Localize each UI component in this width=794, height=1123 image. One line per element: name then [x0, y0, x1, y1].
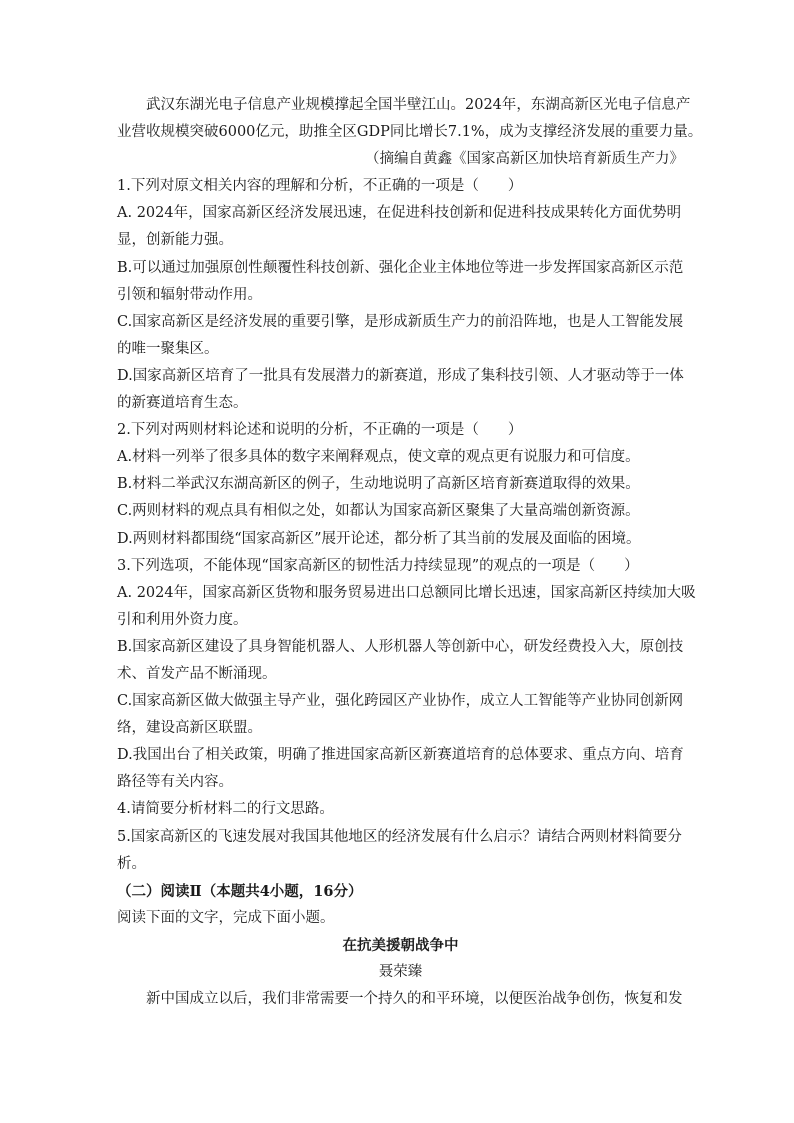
question-3-option-a-cont: 引和利用外资力度。 [117, 611, 248, 628]
question-3-option-d-cont: 路径等有关内容。 [117, 774, 233, 791]
question-5-stem-cont: 析。 [117, 855, 146, 872]
question-3-stem: 3.下列选项，不能体现“国家高新区的韧性活力持续显现”的观点的一项是（ ） [117, 557, 639, 574]
question-2-option-a: A.材料一列举了很多具体的数字来阐释观点，使文章的观点更有说服力和可信度。 [117, 449, 640, 466]
article-author: 聂荣臻 [378, 964, 423, 980]
question-3-option-d: D.我国出台了相关政策，明确了推进国家高新区新赛道培育的总体要求、重点方向、培育 [117, 747, 684, 764]
section-heading: （二）阅读Ⅱ（本题共4小题，16分） [117, 882, 363, 900]
question-1-option-a-cont: 显，创新能力强。 [117, 232, 233, 249]
question-2-stem: 2.下列对两则材料论述和说明的分析，不正确的一项是（ ） [117, 422, 523, 439]
question-2-option-d: D.两则材料都围绕“国家高新区”展开论述，都分析了其当前的发展及面临的困境。 [117, 530, 641, 547]
question-1-option-c-cont: 的唯一聚集区。 [117, 340, 219, 357]
question-1-stem: 1.下列对原文相关内容的理解和分析，不正确的一项是（ ） [117, 178, 523, 195]
question-1-option-d-cont: 的新赛道培育生态。 [117, 395, 248, 412]
source-citation: （摘编自黄鑫《国家高新区加快培育新质生产力》 [365, 151, 684, 168]
question-3-option-b: B.国家高新区建设了具身智能机器人、人形机器人等创新中心，研发经费投入大，原创技 [117, 638, 684, 655]
intro-line-2: 业营收规模突破6000亿元，助推全区GDP同比增长7.1%，成为支撑经济发展的重要力量。 [117, 124, 703, 141]
question-3-option-c: C.国家高新区做大做强主导产业，强化跨园区产业协作，成立人工智能等产业协同创新网 [117, 693, 684, 710]
question-3-option-a: A. 2024年，国家高新区货物和服务贸易进出口总额同比增长迅速，国家高新区持续加大吸 [117, 584, 696, 601]
article-title: 在抗美援朝战争中 [342, 936, 459, 954]
document-page [117, 92, 703, 1013]
question-2-option-b: B.材料二举武汉东湖高新区的例子，生动地说明了高新区培育新赛道取得的效果。 [117, 476, 640, 493]
question-1-option-b: B.可以通过加强原创性颠覆性科技创新、强化企业主体地位等进一步发挥国家高新区示范 [117, 259, 684, 276]
question-1-option-b-cont: 引领和辐射带动作用。 [117, 286, 262, 303]
question-2-option-c: C.两则材料的观点具有相似之处，如都认为国家高新区聚集了大量高端创新资源。 [117, 503, 640, 520]
question-3-option-b-cont: 术、首发产品不断涌现。 [117, 665, 277, 682]
intro-line-1: 武汉东湖光电子信息产业规模撑起全国半壁江山。2024年，东湖高新区光电子信息产 [146, 97, 691, 113]
section-instruction: 阅读下面的文字，完成下面小题。 [117, 909, 335, 926]
article-paragraph-1: 新中国成立以后，我们非常需要一个持久的和平环境，以便医治战争创伤，恢复和发 [146, 991, 683, 1008]
question-1-option-c: C.国家高新区是经济发展的重要引擎，是形成新质生产力的前沿阵地，也是人工智能发展 [117, 313, 684, 330]
question-1-option-d: D.国家高新区培育了一批具有发展潜力的新赛道，形成了集科技引领、人才驱动等于一体 [117, 367, 684, 384]
question-5-stem: 5.国家高新区的飞速发展对我国其他地区的经济发展有什么启示？请结合两则材料简要分 [117, 828, 682, 845]
question-4-stem: 4.请简要分析材料二的行文思路。 [117, 801, 334, 818]
question-1-option-a: A. 2024年，国家高新区经济发展迅速，在促进科技创新和促进科技成果转化方面优势明 [117, 205, 682, 222]
question-3-option-c-cont: 络，建设高新区联盟。 [117, 720, 262, 737]
